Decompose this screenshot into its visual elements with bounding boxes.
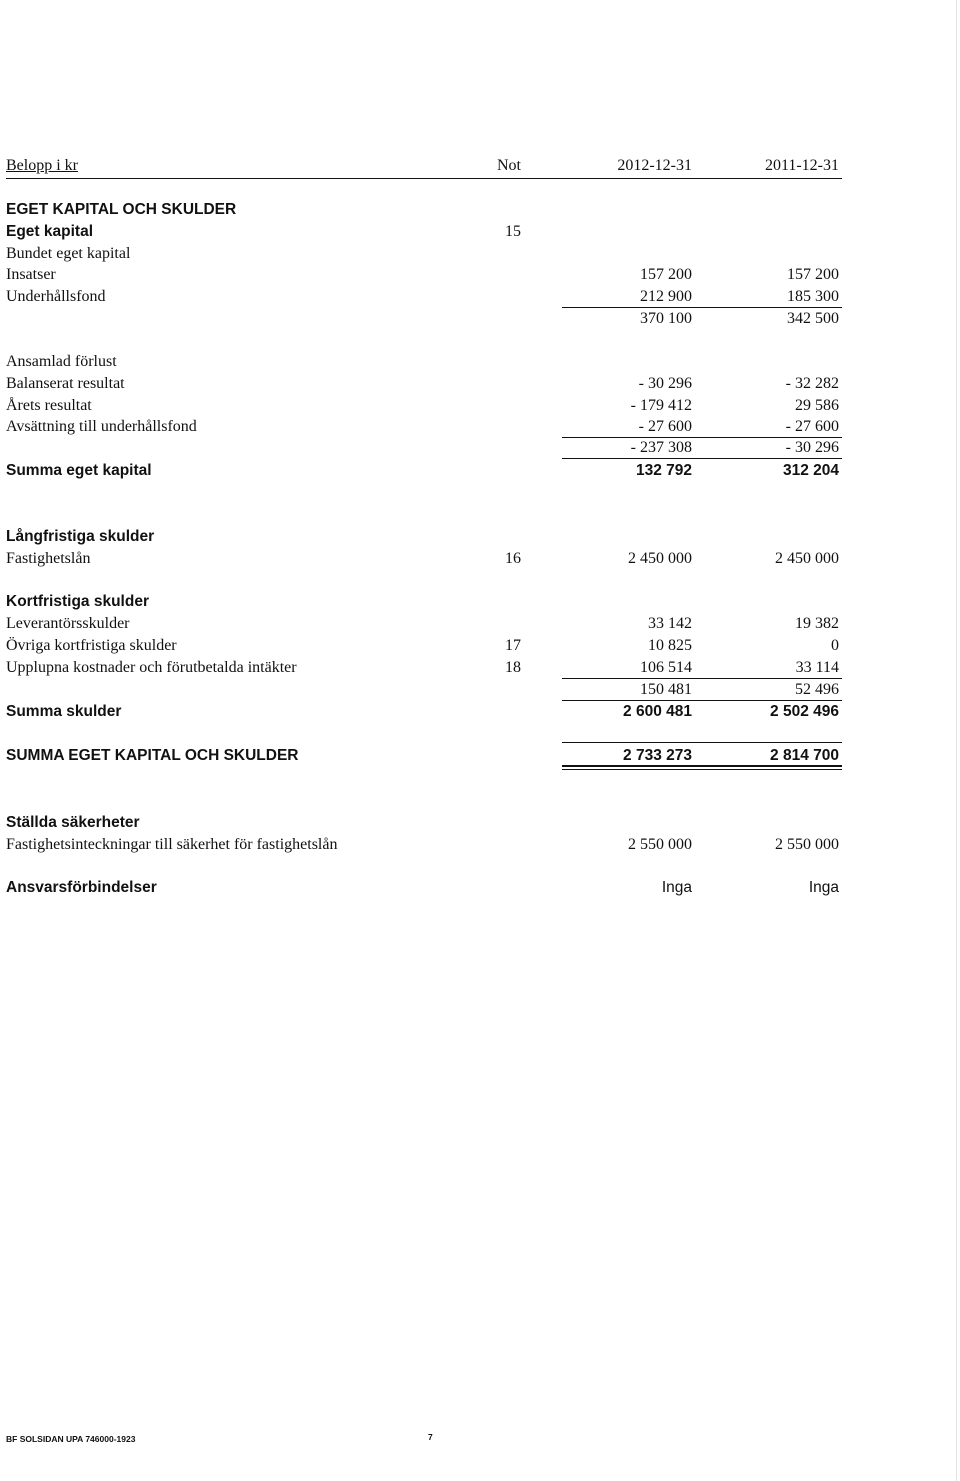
- equity-total-2011: 312 204: [782, 462, 839, 479]
- avsattning-2012: - 27 600: [638, 418, 692, 435]
- footer-organization: BF SOLSIDAN UPA 746000-1923: [6, 1434, 136, 1444]
- bound-sum-2011: 342 500: [787, 310, 839, 327]
- avsattning-2011: - 27 600: [785, 418, 839, 435]
- header-rule: [6, 178, 842, 179]
- liabilities-total-2012: 2 600 481: [623, 703, 692, 720]
- loss-title: Ansamlad förlust: [6, 353, 117, 370]
- bound-sum-2012: 370 100: [640, 310, 692, 327]
- upplupna-note: 18: [505, 659, 521, 676]
- underhall-label: Underhållsfond: [6, 288, 106, 305]
- underhall-2011: 185 300: [787, 288, 839, 305]
- liabilities-total-label: Summa skulder: [6, 703, 122, 720]
- ovriga-2012: 10 825: [648, 637, 692, 654]
- loss-sum-2011: - 30 296: [785, 439, 839, 456]
- bound-equity-title: Bundet eget kapital: [6, 245, 131, 262]
- balanserat-2011: - 32 282: [785, 375, 839, 392]
- contingent-label: Ansvarsförbindelser: [6, 879, 157, 896]
- balanserat-2012: - 30 296: [638, 375, 692, 392]
- long-term-title: Långfristiga skulder: [6, 528, 155, 545]
- leverantor-2011: 19 382: [795, 615, 839, 632]
- fastighetslan-2012: 2 450 000: [628, 550, 692, 567]
- column-header-2012: 2012-12-31: [617, 157, 692, 174]
- equity-note: 15: [505, 223, 521, 240]
- loss-sum-rule: [562, 437, 842, 438]
- fastighetslan-label: Fastighetslån: [6, 550, 91, 567]
- column-header-2011: 2011-12-31: [764, 157, 839, 174]
- avsattning-label: Avsättning till underhållsfond: [6, 418, 197, 435]
- arets-2012: - 179 412: [630, 397, 692, 414]
- balanserat-label: Balanserat resultat: [6, 375, 125, 392]
- leverantor-label: Leverantörsskulder: [6, 615, 130, 632]
- insatser-2011: 157 200: [787, 266, 839, 283]
- short-term-title: Kortfristiga skulder: [6, 593, 149, 610]
- ovriga-note: 17: [505, 637, 521, 654]
- footer-page-number: 7: [428, 1432, 433, 1442]
- underhall-2012: 212 900: [640, 288, 692, 305]
- equity-total-2012: 132 792: [635, 462, 692, 479]
- contingent-2012: Inga: [661, 879, 692, 896]
- leverantor-2012: 33 142: [648, 615, 692, 632]
- equity-total-label: Summa eget kapital: [6, 462, 152, 479]
- equity-title: Eget kapital: [6, 223, 93, 240]
- pledged-2012: 2 550 000: [628, 836, 692, 853]
- pledged-2011: 2 550 000: [775, 836, 839, 853]
- grand-total-2011: 2 814 700: [770, 747, 839, 764]
- arets-2011: 29 586: [795, 397, 839, 414]
- pledged-title: Ställda säkerheter: [6, 814, 140, 831]
- short-term-sum-2011: 52 496: [795, 681, 839, 698]
- note-column-header: Not: [497, 157, 521, 174]
- scan-edge-line: [956, 0, 957, 1481]
- liabilities-total-2011: 2 502 496: [770, 703, 839, 720]
- loss-sum-2012: - 237 308: [630, 439, 692, 456]
- equity-total-rule: [562, 458, 842, 459]
- ovriga-2011: 0: [831, 637, 839, 654]
- ovriga-label: Övriga kortfristiga skulder: [6, 637, 177, 654]
- grand-total-double-rule-1: [562, 765, 842, 767]
- grand-total-double-rule-2: [562, 769, 842, 770]
- insatser-2012: 157 200: [640, 266, 692, 283]
- arets-label: Årets resultat: [6, 397, 92, 414]
- short-term-sum-2012: 150 481: [640, 681, 692, 698]
- bound-sum-rule: [562, 307, 842, 308]
- liabilities-total-rule: [562, 700, 842, 701]
- short-term-sum-rule: [562, 678, 842, 679]
- section-title: EGET KAPITAL OCH SKULDER: [6, 201, 237, 218]
- upplupna-2012: 106 514: [640, 659, 692, 676]
- insatser-label: Insatser: [6, 266, 56, 283]
- fastighetslan-note: 16: [505, 550, 521, 567]
- upplupna-label: Upplupna kostnader och förutbetalda intäkter: [6, 659, 297, 676]
- amount-unit-label: Belopp i kr: [6, 157, 78, 174]
- grand-total-top-rule: [562, 742, 842, 743]
- grand-total-2012: 2 733 273: [623, 747, 692, 764]
- fastighetslan-2011: 2 450 000: [775, 550, 839, 567]
- contingent-2011: Inga: [808, 879, 839, 896]
- grand-total-label: SUMMA EGET KAPITAL OCH SKULDER: [6, 747, 299, 764]
- upplupna-2011: 33 114: [795, 659, 839, 676]
- pledged-label: Fastighetsinteckningar till säkerhet för fastighetslån: [6, 836, 338, 853]
